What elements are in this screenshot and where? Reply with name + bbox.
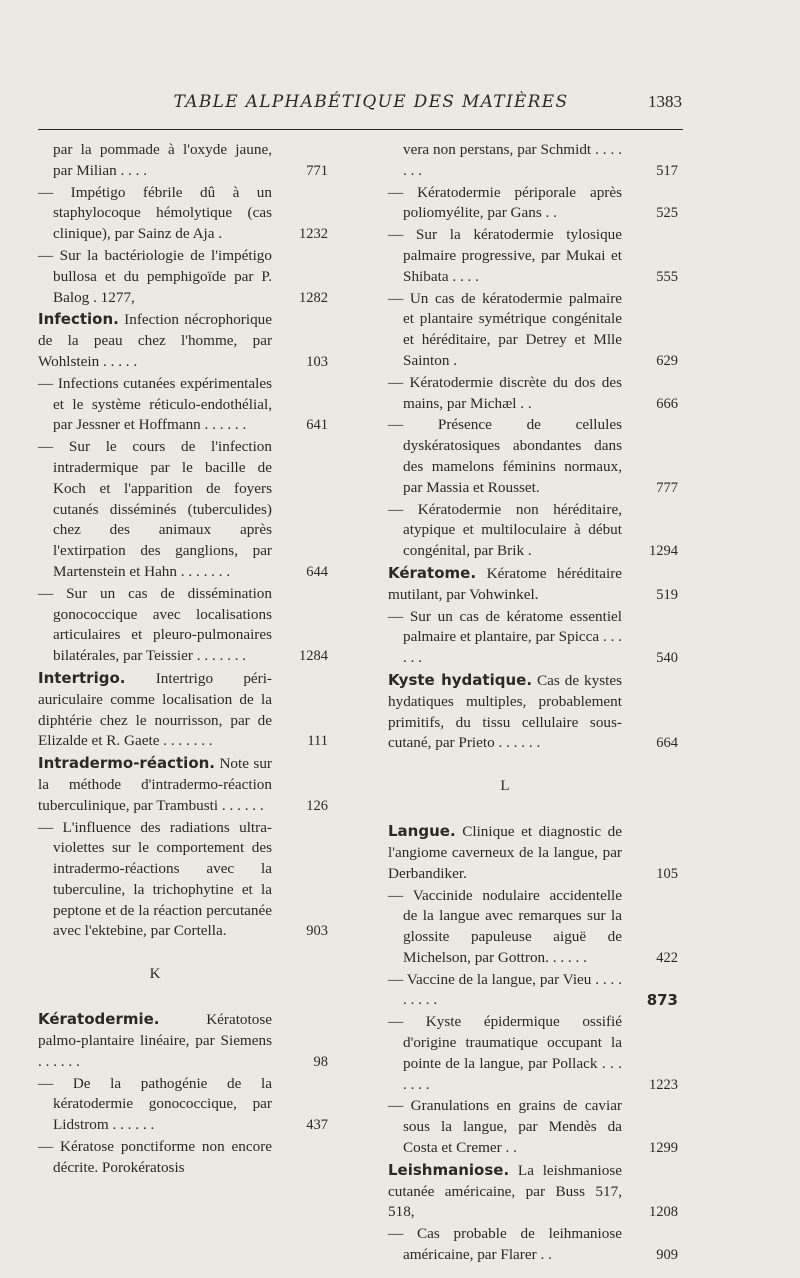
page-reference: 111 bbox=[307, 733, 328, 750]
index-subentry bbox=[388, 225, 678, 287]
index-subentry bbox=[388, 415, 678, 498]
index-subentry bbox=[388, 1096, 678, 1158]
entry-text: — Sur un cas de dissémination gonococcique avec localisations articulaires et pleuro-pulmonaires bilatérales, par Teissier . . . . . . . bbox=[38, 584, 272, 665]
entry-text: — Infections cutanées expérimentales et le système réticulo-endothélial, par Jessner et Hoffmann . . . . . . bbox=[38, 374, 272, 434]
page-reference: 519 bbox=[656, 586, 678, 603]
entry-text: — L'influence des radiations ultra-violettes sur le comportement des intradermo-réactions avec la tuberculine, la trichophytine et la peptone et de la réaction percutanée avec l'ektebine, par Cortella. bbox=[38, 818, 272, 940]
page-reference: 105 bbox=[656, 865, 678, 882]
index-subentry bbox=[38, 437, 328, 583]
section-letter: L bbox=[500, 778, 510, 795]
section-letter: K bbox=[149, 966, 161, 983]
page-reference: 629 bbox=[656, 352, 678, 369]
page-number: 1383 bbox=[648, 92, 682, 111]
entry-text: — Granulations en grains de caviar sous la langue, par Mendès da Costa et Cremer . . bbox=[388, 1097, 622, 1157]
left-column bbox=[38, 140, 328, 1180]
entry-text: — De la pathogénie de la kératodermie gonococcique, par Lidstrom . . . . . . bbox=[38, 1074, 272, 1134]
entry-text: — Sur le cours de l'infection intradermique par le bacille de Koch et l'apparition de foyers cutanés disséminés (tuberculides) chez des animaux après l'extirpation des ganglions, par Martenstein et Hahn . . . . . . . bbox=[38, 438, 272, 580]
index-subentry bbox=[38, 1074, 328, 1136]
index-subentry bbox=[388, 1224, 678, 1266]
entry-text: — Cas probable de leihmaniose américaine, par Flarer . . bbox=[388, 1225, 622, 1264]
entry-text: Infection nécrophorique de la peau chez l'homme, par Wohlstein . . . . . bbox=[38, 311, 272, 370]
page-reference: 1208 bbox=[649, 1204, 678, 1221]
page-reference: 644 bbox=[306, 563, 328, 580]
entry-text: — Kyste épidermique ossifié d'origine traumatique occupant la pointe de la langue, par Pollack . . . . . . . bbox=[388, 1013, 622, 1093]
page-reference: 525 bbox=[656, 205, 678, 222]
index-subentry bbox=[38, 818, 328, 943]
entry-text: — Sur la kératodermie tylosique palmaire progressive, par Mukai et Shibata . . . . bbox=[388, 226, 622, 285]
index-entry bbox=[388, 670, 678, 754]
page-reference: 422 bbox=[656, 949, 678, 966]
index-subentry bbox=[38, 246, 328, 308]
entry-text: — Vaccinide nodulaire accidentelle de la langue avec remarques sur la glossite papuleuse aiguë de Michelson, par Gottron. . . . . . bbox=[388, 886, 622, 966]
entry-text: Clinique et diagnostic de l'angiome caverneux de la langue, par Derbandiker. bbox=[388, 823, 622, 882]
page-reference: 437 bbox=[306, 1117, 328, 1134]
index-subentry bbox=[388, 886, 678, 969]
page-reference: 1223 bbox=[649, 1076, 678, 1093]
page-reference: 1294 bbox=[649, 543, 678, 560]
index-subentry bbox=[388, 500, 678, 562]
entry-text: — Kératodermie non héréditaire, atypique et multiloculaire à début congénital, par Brik . bbox=[388, 500, 622, 560]
page-reference: 103 bbox=[306, 353, 328, 370]
page-reference: 1299 bbox=[649, 1140, 678, 1157]
page-reference: 517 bbox=[656, 162, 678, 179]
index-entry bbox=[38, 668, 328, 752]
page-reference: 1284 bbox=[299, 648, 328, 665]
entry-headword: Intertrigo. bbox=[38, 668, 126, 687]
entry-text: — Sur un cas de kératome essentiel palmaire et plantaire, par Spicca . . . . . . bbox=[388, 607, 622, 667]
entry-headword: Langue. bbox=[388, 822, 456, 841]
index-subentry bbox=[388, 289, 678, 372]
page-reference: 664 bbox=[656, 735, 678, 752]
entry-text: Intertrigo péri-auriculaire comme localisation de la diphtérie chez le nourrisson, par de Elizalde et R. Gaete . . . . . . . bbox=[38, 669, 272, 750]
entry-text: — Impétigo fébrile dû à un staphylocoque hémolytique (cas clinique), par Sainz de Aja . bbox=[38, 183, 272, 243]
index-subentry bbox=[388, 970, 678, 1012]
index-subentry bbox=[388, 183, 678, 225]
index-subentry bbox=[388, 1012, 678, 1095]
entry-text: — Sur la bactériologie de l'impétigo bullosa et du pemphigoïde par P. Balog . 1277, bbox=[38, 246, 272, 306]
index-subentry bbox=[38, 183, 328, 245]
index-entry bbox=[38, 753, 328, 816]
entry-text: Cas de kystes hydatiques multiples, probablement primitifs, du tissu cellulaire sous-cutané, par Prieto . . . . . . bbox=[388, 671, 622, 752]
page-reference: 98 bbox=[313, 1053, 328, 1070]
entry-text: vera non perstans, par Schmidt . . . . . . . bbox=[403, 141, 622, 179]
page-reference: 771 bbox=[306, 162, 328, 179]
index-entry bbox=[38, 1009, 328, 1072]
page-reference: 666 bbox=[656, 395, 678, 412]
entry-text: — Kératose ponctiforme non encore décrite. Porokératosis bbox=[38, 1138, 272, 1176]
page-reference: 1232 bbox=[299, 226, 328, 243]
index-entry bbox=[388, 1160, 678, 1223]
entry-text: — Vaccine de la langue, par Vieu . . . . . . . . . bbox=[388, 970, 622, 1009]
index-entry bbox=[38, 309, 328, 372]
entry-headword: Intradermo-réaction. bbox=[38, 754, 215, 773]
entry-text: — Présence de cellules dyskératosiques abondantes dans des mamelons féminins normaux, par Massia et Rousset. bbox=[388, 416, 622, 496]
index-subentry bbox=[388, 140, 678, 182]
entry-headword: Kyste hydatique. bbox=[388, 670, 533, 689]
page-reference: 903 bbox=[306, 923, 328, 940]
right-column bbox=[388, 140, 678, 1267]
running-head bbox=[60, 92, 682, 120]
entry-text: par la pommade à l'oxyde jaune, par Milian . . . . bbox=[53, 141, 272, 179]
entry-text: — Un cas de kératodermie palmaire et plantaire symétrique congénitale et héréditaire, par Detrey et Mlle Sainton . bbox=[388, 289, 622, 369]
entry-text: — Kératodermie périporale après poliomyélite, par Gans . . bbox=[388, 183, 622, 222]
page-title: TABLE ALPHABÉTIQUE DES MATIÈRES bbox=[173, 92, 569, 112]
index-subentry bbox=[38, 1137, 328, 1179]
entry-text: La leishmaniose cutanée américaine, par Buss 517, 518, bbox=[388, 1161, 622, 1221]
page-reference: 555 bbox=[656, 268, 678, 285]
entry-headword: Kératodermie. bbox=[38, 1010, 160, 1029]
index-subentry bbox=[388, 607, 678, 669]
entry-headword: Leishmaniose. bbox=[388, 1160, 510, 1179]
page-reference: 641 bbox=[306, 417, 328, 434]
index-subentry bbox=[38, 374, 328, 436]
page-reference: 909 bbox=[656, 1247, 678, 1264]
page-reference: 873 bbox=[646, 991, 678, 1010]
index-subentry bbox=[38, 584, 328, 667]
entry-text: Kératotose palmo-plantaire linéaire, par Siemens . . . . . . bbox=[38, 1011, 272, 1070]
entry-text: — Kératodermie discrète du dos des mains, par Michæl . . bbox=[388, 373, 622, 412]
index-entry bbox=[388, 821, 678, 884]
entry-text: Note sur la méthode d'intradermo-réaction tuberculinique, par Trambusti . . . . . . bbox=[38, 755, 272, 814]
page-reference: 777 bbox=[656, 479, 678, 496]
index-subentry bbox=[38, 140, 328, 182]
index-subentry bbox=[388, 373, 678, 415]
page-reference: 1282 bbox=[299, 289, 328, 306]
header-rule bbox=[38, 129, 683, 130]
entry-headword: Infection. bbox=[38, 310, 119, 329]
page-reference: 540 bbox=[656, 650, 678, 667]
index-entry bbox=[388, 563, 678, 606]
entry-headword: Kératome. bbox=[388, 563, 477, 582]
entry-text: Kératome héréditaire mutilant, par Vohwinkel. bbox=[388, 564, 622, 603]
page-reference: 126 bbox=[306, 797, 328, 814]
